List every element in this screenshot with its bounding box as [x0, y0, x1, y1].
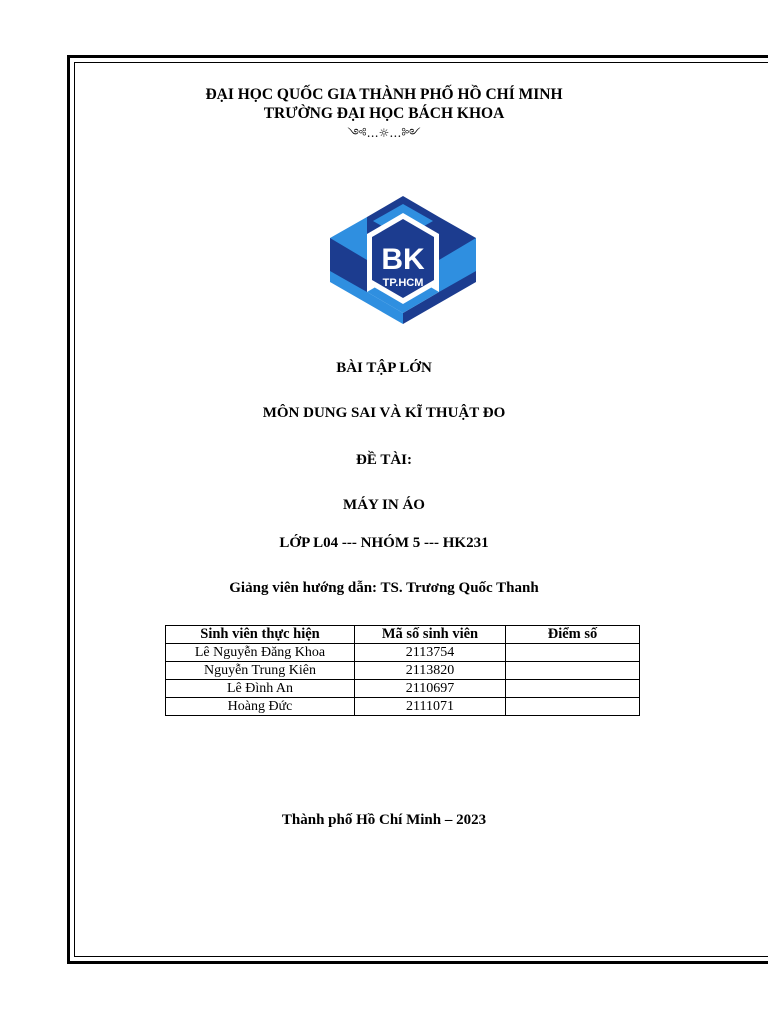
- university-name: ĐẠI HỌC QUỐC GIA THÀNH PHỐ HỒ CHÍ MINH: [205, 86, 563, 103]
- student-score: [506, 698, 640, 716]
- members-table-header-row: [166, 626, 640, 644]
- header-ornament: ༺…☼…༻: [347, 126, 421, 140]
- table-row: [166, 662, 640, 680]
- class-info: LỚP L04 --- NHÓM 5 --- HK231: [279, 535, 489, 551]
- advisor-line: Giảng viên hướng dẫn: TS. Trương Quốc Thanh: [229, 580, 539, 596]
- subject-title: MÔN DUNG SAI VÀ KĨ THUẬT ĐO: [262, 405, 506, 421]
- student-score: [506, 662, 640, 680]
- student-id: 2111071: [355, 698, 506, 716]
- student-score: [506, 680, 640, 698]
- topic-title: MÁY IN ÁO: [343, 497, 425, 513]
- student-id: 2113754: [355, 644, 506, 662]
- student-name: Lê Đình An: [166, 680, 355, 698]
- members-table: [165, 625, 640, 716]
- topic-label: ĐỀ TÀI:: [356, 452, 412, 468]
- school-name: TRƯỜNG ĐẠI HỌC BÁCH KHOA: [263, 105, 505, 122]
- header-student-name: Sinh viên thực hiện: [166, 626, 355, 644]
- logo-text-main: BK: [381, 243, 425, 276]
- table-row: [166, 644, 640, 662]
- table-row: [166, 698, 640, 716]
- bk-tphcm-logo: [330, 196, 476, 324]
- student-score: [506, 644, 640, 662]
- student-name: Lê Nguyễn Đăng Khoa: [166, 644, 355, 662]
- header-student-id: Mã số sinh viên: [355, 626, 506, 644]
- student-name: Nguyễn Trung Kiên: [166, 662, 355, 680]
- document-type: BÀI TẬP LỚN: [336, 360, 432, 376]
- place-year: Thành phố Hồ Chí Minh – 2023: [281, 812, 487, 828]
- table-row: [166, 680, 640, 698]
- logo-text-sub: TP.HCM: [382, 277, 424, 289]
- student-id: 2110697: [355, 680, 506, 698]
- student-id: 2113820: [355, 662, 506, 680]
- header-score: Điểm số: [506, 626, 640, 644]
- student-name: Hoàng Đức: [166, 698, 355, 716]
